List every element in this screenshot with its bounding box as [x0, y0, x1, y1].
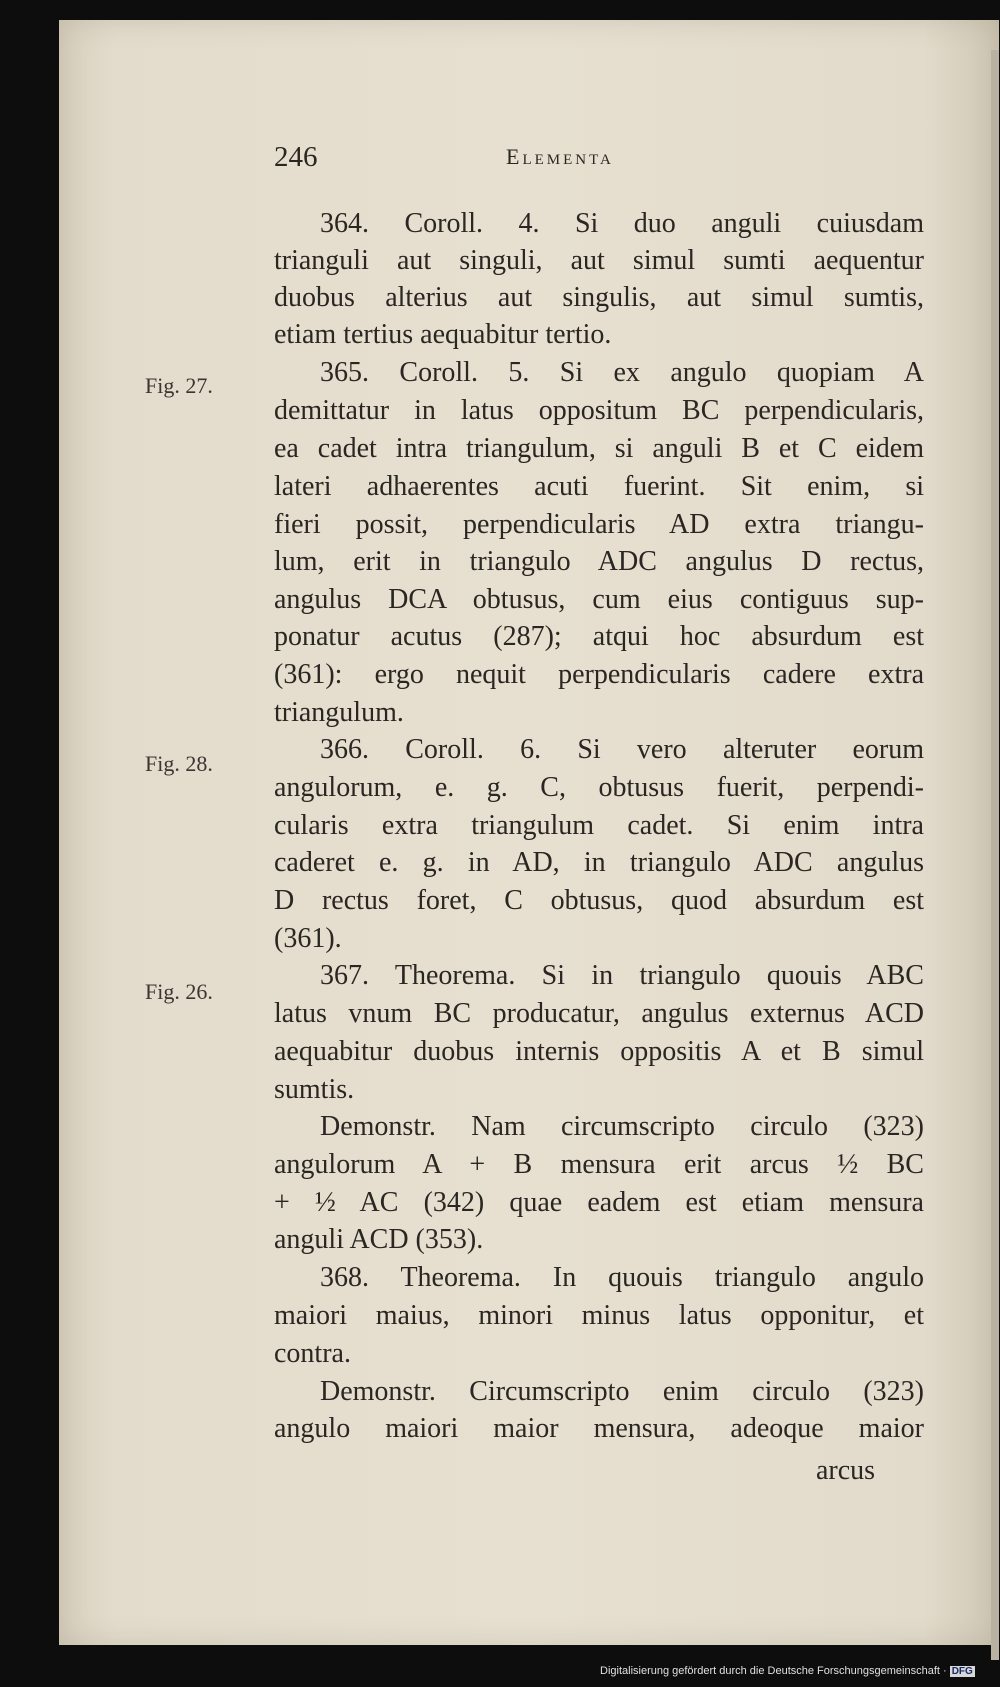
- text-line: aequabitur duobus internis oppositis A et B simul: [274, 1036, 924, 1067]
- text-line: caderet e. g. in AD, in triangulo ADC angulus: [274, 847, 924, 878]
- text-line: angulo maiori maior mensura, adeoque maior: [274, 1413, 924, 1444]
- text-line: (361): ergo nequit perpendicularis cadere extra: [274, 659, 924, 690]
- text-line: duobus alterius aut singulis, aut simul sumtis,: [274, 282, 924, 313]
- margin-note-fig28: Fig. 28.: [145, 751, 213, 776]
- text-line: (361).: [274, 923, 342, 954]
- text-line: cularis extra triangulum cadet. Si enim intra: [274, 810, 924, 841]
- text-line: D rectus foret, C obtusus, quod absurdum est: [274, 885, 924, 916]
- text-line: triangulum.: [274, 697, 404, 728]
- text-line: 365. Coroll. 5. Si ex angulo quopiam A: [320, 357, 924, 388]
- text-line: + ½ AC (342) quae eadem est etiam mensura: [274, 1187, 924, 1218]
- text-line: etiam tertius aequabitur tertio.: [274, 319, 612, 350]
- text-line: contra.: [274, 1338, 351, 1369]
- catchword: arcus: [816, 1455, 876, 1486]
- margin-note-fig26: Fig. 26.: [145, 979, 213, 1004]
- dfg-logo: DFG: [951, 1666, 973, 1677]
- digitization-credit: [600, 1665, 975, 1677]
- text-line: maiori maius, minori minus latus opponitur, et: [274, 1300, 924, 1331]
- text-line: trianguli aut singuli, aut simul sumti aequentur: [274, 245, 924, 276]
- text-line: Demonstr. Circumscripto enim circulo (323): [320, 1376, 924, 1407]
- page-edge: [991, 50, 999, 1660]
- text-line: 368. Theorema. In quouis triangulo angulo: [320, 1262, 924, 1293]
- running-title: Elementa: [506, 144, 614, 169]
- text-line: lateri adhaerentes acuti fuerint. Sit enim, si: [274, 471, 924, 502]
- text-line: angulorum A + B mensura erit arcus ½ BC: [274, 1149, 924, 1180]
- page-number: 246: [274, 141, 318, 173]
- text-line: Demonstr. Nam circumscripto circulo (323): [320, 1111, 924, 1142]
- text-line: demittatur in latus oppositum BC perpendicularis,: [274, 395, 924, 426]
- text-line: ponatur acutus (287); atqui hoc absurdum est: [274, 621, 924, 652]
- credit-text: Digitalisierung gefördert durch die Deutsche Forschungsgemeinschaft ·: [600, 1665, 947, 1677]
- text-line: 366. Coroll. 6. Si vero alteruter eorum: [320, 734, 924, 765]
- text-line: 364. Coroll. 4. Si duo anguli cuiusdam: [320, 208, 924, 239]
- text-line: angulorum, e. g. C, obtusus fuerit, perpendi-: [274, 772, 924, 803]
- text-line: angulus DCA obtusus, cum eius contiguus sup-: [274, 584, 924, 615]
- text-line: anguli ACD (353).: [274, 1224, 484, 1255]
- text-line: 367. Theorema. Si in triangulo quouis ABC: [320, 960, 924, 991]
- margin-note-fig27: Fig. 27.: [145, 373, 213, 398]
- text-line: ea cadet intra triangulum, si anguli B et C eidem: [274, 433, 924, 464]
- text-line: lum, erit in triangulo ADC angulus D rectus,: [274, 546, 924, 577]
- text-line: sumtis.: [274, 1074, 355, 1105]
- text-line: fieri possit, perpendicularis AD extra triangu-: [274, 509, 924, 540]
- text-line: latus vnum BC producatur, angulus externus ACD: [274, 998, 924, 1029]
